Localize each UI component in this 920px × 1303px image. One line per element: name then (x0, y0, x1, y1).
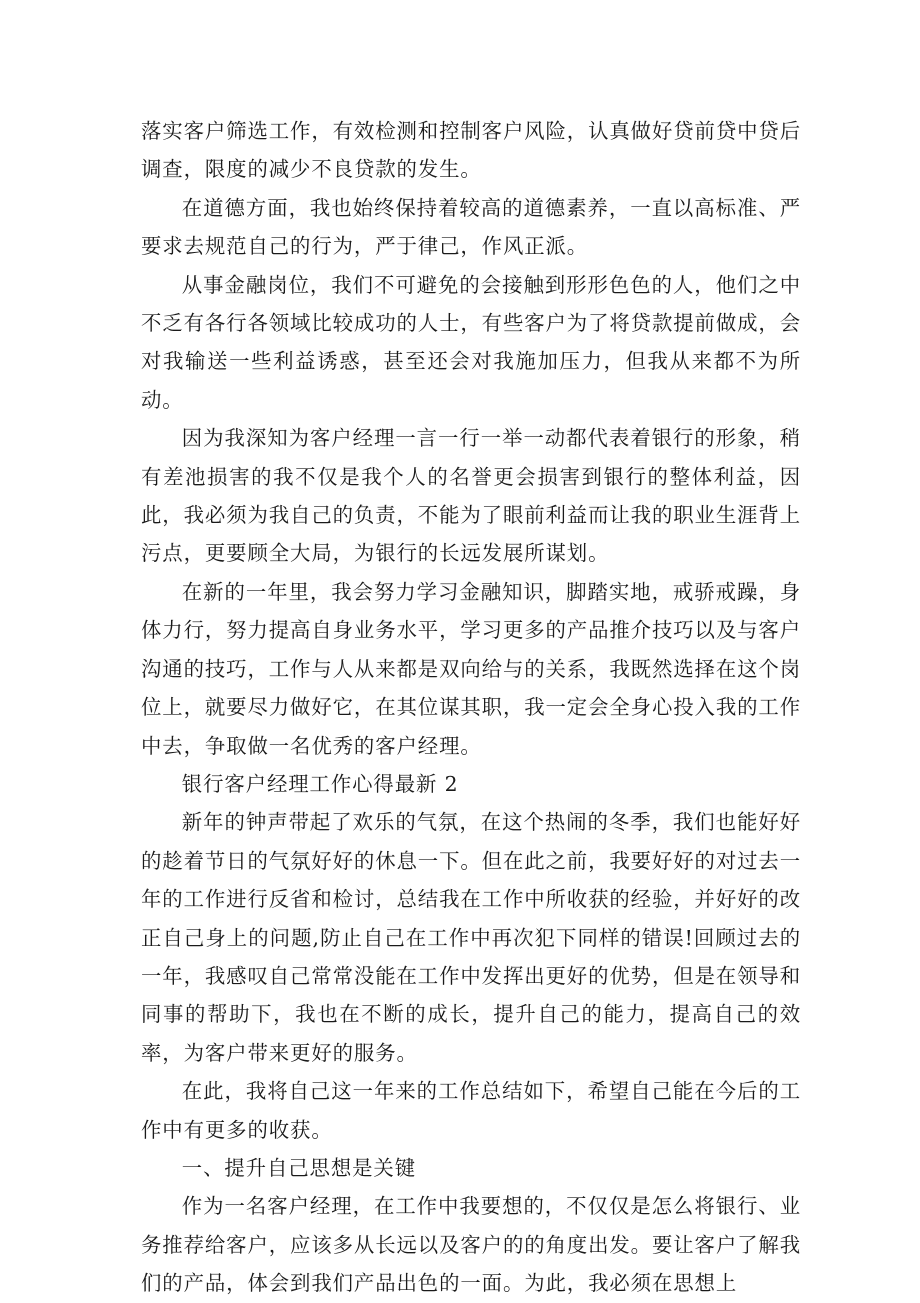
paragraph-6: 新年的钟声带起了欢乐的气氛，在这个热闹的冬季，我们也能好好的趁着节日的气氛好好的休息一下。但在此之前，我要好好的对过去一年的工作进行反省和检讨，总结我在工作中所收获的经验，并好好的改正自己身上的问题,防止自己在工作中再次犯下同样的错误!回顾过去的一年，我感叹自己常常没能在工作中发挥出更好的优势，但是在领导和同事的帮助下，我也在不断的成长，提升自己的能力，提高自己的效率，为客户带来更好的服务。 (141, 810, 802, 1065)
paragraph-2: 在道德方面，我也始终保持着较高的道德素养，一直以高标准、严要求去规范自己的行为，严于律己，作风正派。 (141, 195, 801, 259)
paragraph-1: 落实客户筛选工作，有效检测和控制客户风险，认真做好贷前贷中贷后调查，限度的减少不良贷款的发生。 (141, 119, 802, 182)
document-body (141, 112, 801, 1303)
section-heading-2: 银行客户经理工作心得最新 2 (181, 771, 459, 796)
paragraph-4: 因为我深知为客户经理一言一行一举一动都代表着银行的形象，稍有差池损害的我不仅是我个人的名誉更会损害到银行的整体利益，因此，我必须为我自己的负责，不能为了眼前利益而让我的职业生涯背上污点，更要顾全大局，为银行的长远发展所谋划。 (141, 426, 802, 566)
subheading-1: 一、提升自己思想是关键 (181, 1155, 416, 1180)
paragraph-7: 在此，我将自己这一年来的工作总结如下，希望自己能在今后的工作中有更多的收获。 (141, 1079, 801, 1142)
paragraph-3: 从事金融岗位，我们不可避免的会接触到形形色色的人，他们之中不乏有各行各领域比较成功的人士，有些客户为了将贷款提前做成，会对我输送一些利益诱惑，甚至还会对我施加压力，但我从来都不为所动。 (141, 272, 802, 412)
paragraph-8: 作为一名客户经理，在工作中我要想的，不仅仅是怎么将银行、业务推荐给客户，应该多从长远以及客户的的角度出发。要让客户了解我们的产品，体会到我们产品出色的一面。为此，我必须在思想上 (141, 1194, 802, 1296)
paragraph-5: 在新的一年里，我会努力学习金融知识，脚踏实地，戒骄戒躁，身体力行，努力提高自身业务水平，学习更多的产品推介技巧以及与客户沟通的技巧，工作与人从来都是双向给与的关系，我既然选择在这个岗位上，就要尽力做好它，在其位谋其职，我一定会全身心投入我的工作中去，争取做一名优秀的客户经理。 (141, 579, 802, 758)
